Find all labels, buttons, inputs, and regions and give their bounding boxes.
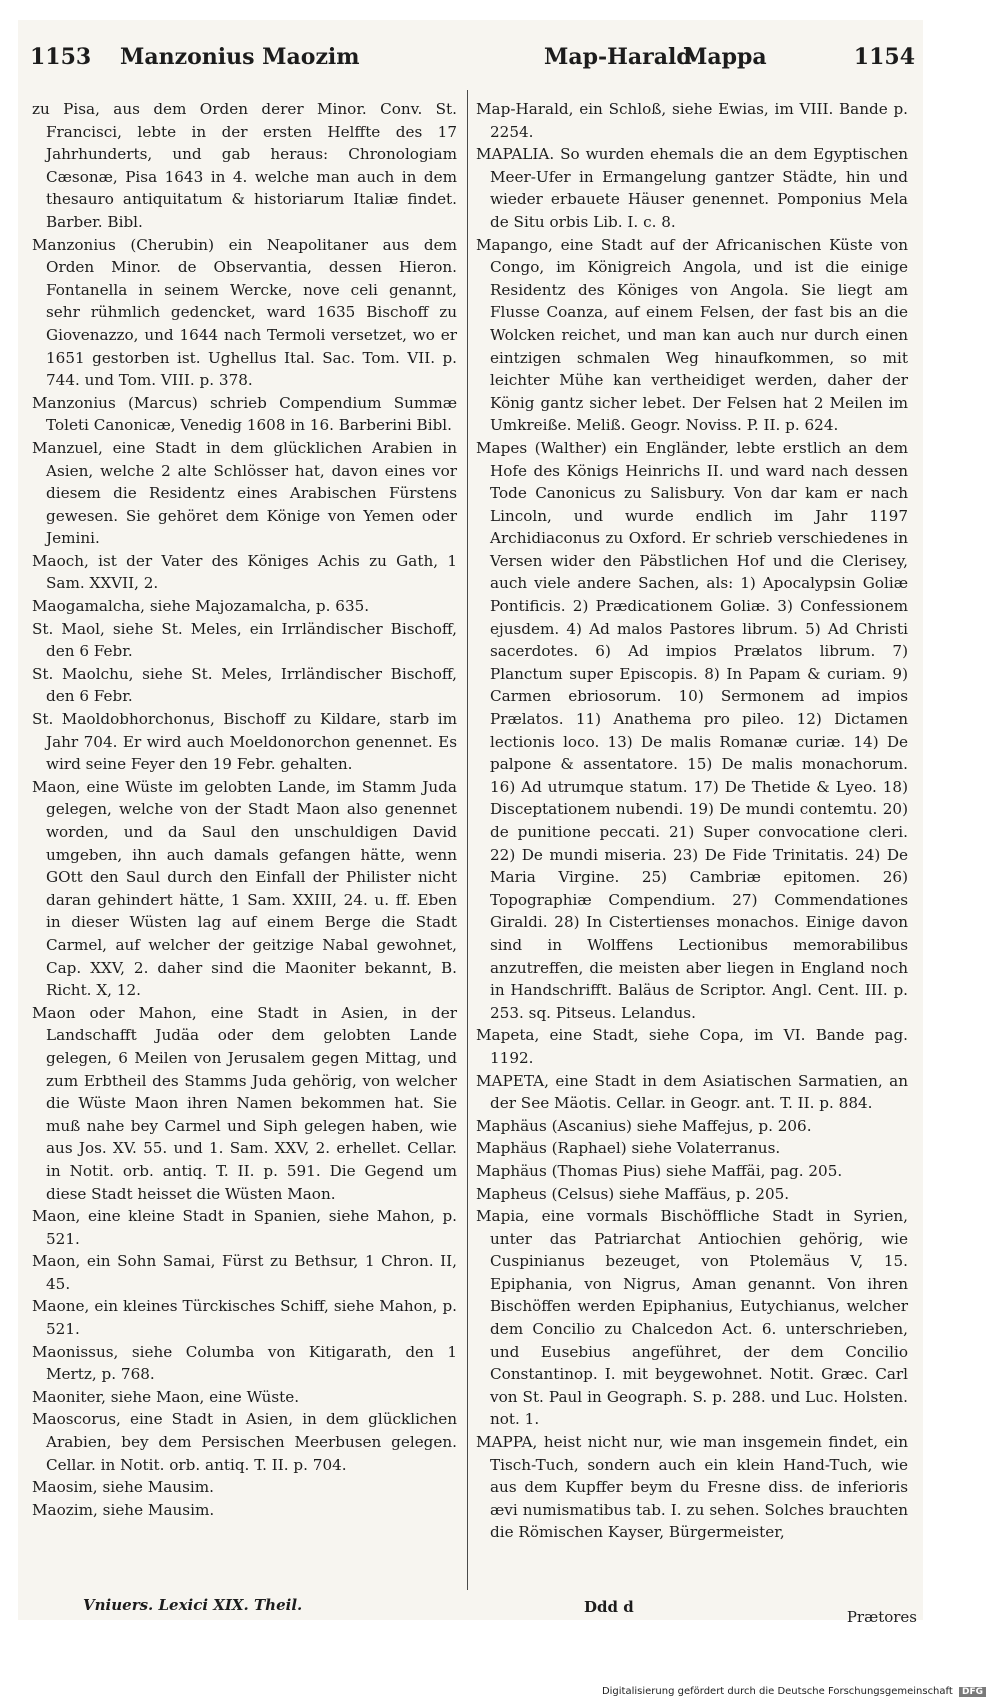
entry: MAPETA, eine Stadt in dem Asiatischen Sarmatien, an der See Mäotis. Cellar. in Geogr. ant. T. II. p. 884. bbox=[476, 1071, 908, 1113]
entry: Maonissus, siehe Columba von Kitigarath, den 1 Mertz, p. 768. bbox=[32, 1342, 457, 1384]
entry: MAPALIA. So wurden ehemals die an dem Egyptischen Meer-Ufer in Ermangelung gantzer Städte, hin und wieder erbauete Häuser genennet. Pomponius Mela de Situ orbis Lib. I. c. 8. bbox=[476, 145, 908, 231]
entry: Mapango, eine Stadt auf der Africanischen Küste von Congo, im Königreich Angola, und ist die einige Residentz des Königes von Angola. Sie liegt am Flusse Coanza, auf einem Felsen, der fast bis an die Wolcken reichet, und man kan auch nur durch einen eintzigen schmalen Weg hinaufkommen, so mit leichter Mühe kan vertheidiget werden, daher der König gantz sicher lebet. Der Felsen hat 2 Meilen im Umkreiße. Meliß. Geogr. Noviss. P. II. p. 624. bbox=[476, 235, 908, 435]
entry: Maphäus (Raphael) siehe Volaterranus. bbox=[476, 1139, 781, 1158]
entry: Mapeta, eine Stadt, siehe Copa, im VI. Bande pag. 1192. bbox=[476, 1026, 908, 1067]
entry: Maon oder Mahon, eine Stadt in Asien, in der Landschafft Judäa oder dem gelobten Lande gelegen, 6 Meilen von Jerusalem gegen Mittag, und zum Erbtheil des Stamms Juda gehörig, von welcher die Wüste Maon ihren Namen bekommen hat. Sie muß nahe bey Carmel und Siph gelegen haben, wie aus Jos. XV. 55. und 1. Sam. XXV, 2. erhellet. Cellar. in Notit. orb. antiq. T. II. p. 591. Die Gegend um diese Stadt heisset die Wüsten Maon. bbox=[32, 1003, 457, 1203]
entry: Map-Harald, ein Schloß, siehe Ewias, im VIII. Bande p. 2254. bbox=[476, 100, 908, 141]
digitization-note bbox=[602, 1686, 986, 1697]
volume-note: Vniuers. Lexici XIX. Theil. bbox=[83, 1596, 303, 1614]
left-column bbox=[32, 98, 457, 1521]
signature-mark: Ddd d bbox=[584, 1598, 634, 1616]
entry: Maoniter, siehe Maon, eine Wüste. bbox=[32, 1387, 300, 1406]
entry: Manzonius (Cherubin) ein Neapolitaner aus dem Orden Minor. de Observantia, dessen Hieron. Fontanella in seinem Wercke, nove celi genannt, sehr rühmlich gedencket, ward 1635 Bischoff zu Giovenazzo, und 1644 nach Termoli versetzet, wo er 1651 gestorben ist. Ughellus Ital. Sac. Tom. VII. p. 744. und Tom. VIII. p. 378. bbox=[32, 235, 457, 390]
entry: zu Pisa, aus dem Orden derer Minor. Conv. St. Francisci, lebte in der ersten Helffte des 17 Jahrhunderts, und gab heraus: Chronologiam Cæsonæ, Pisa 1643 in 4. welche man auch in dem thesauro antiquitatum & historiarum Italiæ findet. Barber. Bibl. bbox=[32, 100, 457, 231]
page-header bbox=[28, 44, 923, 84]
entry: Maon, eine Wüste im gelobten Lande, im Stamm Juda gelegen, welche von der Stadt Maon also genennet worden, und da Saul den unschuldigen David umgeben, ihn auch damals gefangen hätte, wenn GOtt den Saul durch den Einfall der Philister nicht daran gehindert hätte, 1 Sam. XXIII, 24. u. ff. Eben in dieser Wüsten lag auf einem Berge die Stadt Carmel, auf welcher der geitzige Nabal gewohnet, Cap. XXV, 2. daher sind die Maoniter bekannt, B. Richt. X, 12. bbox=[32, 777, 457, 1000]
entry: St. Maol, siehe St. Meles, ein Irrländischer Bischoff, den 6 Febr. bbox=[32, 619, 457, 661]
entry: St. Maoldobhorchonus, Bischoff zu Kildare, starb im Jahr 704. Er wird auch Moeldonorchon genennet. Es wird seine Feyer den 19 Febr. gehalten. bbox=[32, 710, 457, 774]
page-number-left: 1153 bbox=[30, 44, 92, 70]
entry: Maoscorus, eine Stadt in Asien, in dem glücklichen Arabien, bey dem Persischen Meerbusen gelegen. Cellar. in Notit. orb. antiq. T. II. p. 704. bbox=[32, 1410, 457, 1474]
entry: Maphäus (Thomas Pius) siehe Maffäi, pag. 205. bbox=[476, 1161, 843, 1180]
entry: Maoch, ist der Vater des Königes Achis zu Gath, 1 Sam. XXVII, 2. bbox=[32, 551, 457, 593]
entry: Maon, eine kleine Stadt in Spanien, siehe Mahon, p. 521. bbox=[32, 1207, 457, 1248]
catchword: Prætores bbox=[846, 1608, 917, 1626]
entry: Manzonius (Marcus) schrieb Compendium Summæ Toleti Canonicæ, Venedig 1608 in 16. Barberini Bibl. bbox=[32, 393, 457, 435]
dfg-badge: DFG bbox=[959, 1687, 986, 1697]
entry: Maphäus (Ascanius) siehe Maffejus, p. 206. bbox=[476, 1116, 812, 1135]
entry: Maone, ein kleines Türckisches Schiff, siehe Mahon, p. 521. bbox=[32, 1297, 457, 1339]
entry: Mapia, eine vormals Bischöffliche Stadt in Syrien, unter das Patriarchat Antiochien gehörig, wie Cuspinianus bezeuget, von Ptolemäus V, 15. Epiphania, von Nigrus, Aman genannt. Von ihren Bischöffen werden Epiphanius, Eutychianus, welcher dem Concilio zu Chalcedon Act. 6. unterschrieben, und Eusebius angeführet, der dem Concilio Constantinop. I. mit beygewohnet. Notit. Græc. Carl von St. Paul in Geograph. S. p. 288. und Luc. Holsten. not. 1. bbox=[476, 1207, 908, 1429]
guide-words-left: Manzonius Maozim bbox=[120, 44, 360, 70]
entry: Maozim, siehe Mausim. bbox=[32, 1500, 215, 1519]
scanned-page bbox=[18, 20, 923, 1626]
entry: St. Maolchu, siehe St. Meles, Irrländischer Bischoff, den 6 Febr. bbox=[32, 664, 457, 706]
entry: Maogamalcha, siehe Majozamalcha, p. 635. bbox=[32, 597, 370, 616]
guide-words-right: Map-Harald bbox=[544, 44, 692, 70]
guide-words-right-2: Mappa bbox=[683, 44, 767, 70]
entry: Mapes (Walther) ein Engländer, lebte erstlich an dem Hofe des Königs Heinrichs II. und ward nach dessen Tode Canonicus zu Salisbury. Von dar kam er nach Lincoln, und wurde endlich im Jahr 1197 Archidiaconus zu Oxford. Er schrieb verschiedenes in Versen wider den Päbstlichen Hof und die Clerisey, auch viele andere Sachen, als: 1) Apocalypsin Goliæ Pontificis. 2) Prædicationem Goliæ. 3) Confessionem ejusdem. 4) Ad malos Pastores librum. 5) Ad Christi sacerdotes. 6) Ad impios Prælatos librum. 7) Planctum super Episcopis. 8) In Papam & curiam. 9) Carmen ebriosorum. 10) Sermonem ad impios Prælatos. 11) Anathema pro pileo. 12) Dictamen lectionis loco. 13) De malis Romanæ curiæ. 14) De palpone & assentatore. 15) De malis monachorum. 16) Ad utrumque statum. 17) De Thetide & Lyeo. 18) Disceptationem nubendi. 19) De mundi contemtu. 20) de punitione peccati. 21) Super convocatione cleri. 22) De mundi miseria. 23) De Fide Trinitatis. 24) De Maria Virgine. 25) Cambriæ epitomen. 26) Topographiæ Compendium. 27) Commendationes Giraldi. 28) In Cistertienses monachos. Einige davon sind in Wolffens Lectionibus memorabilibus anzutreffen, die meisten aber liegen in England noch in Handschrifft. Baläus de Scriptor. Angl. Cent. III. p. 253. sq. Pitseus. Lelandus. bbox=[476, 438, 908, 1022]
entry: Maosim, siehe Mausim. bbox=[32, 1478, 214, 1497]
page-number-right: 1154 bbox=[853, 44, 915, 70]
entry: Maon, ein Sohn Samai, Fürst zu Bethsur, 1 Chron. II, 45. bbox=[32, 1252, 457, 1293]
entry: Mapheus (Celsus) siehe Maffäus, p. 205. bbox=[476, 1184, 790, 1203]
digitization-text: Digitalisierung gefördert durch die Deutsche Forschungsgemeinschaft bbox=[601, 1686, 953, 1697]
entry: Manzuel, eine Stadt in dem glücklichen Arabien in Asien, welche 2 alte Schlösser hat, davon eines vor diesem die Residentz eines Arabischen Fürstens gewesen. Sie gehöret dem Könige von Yemen oder Jemini. bbox=[32, 438, 457, 548]
right-column bbox=[476, 98, 908, 1544]
column-divider bbox=[467, 90, 468, 1590]
entry: MAPPA, heist nicht nur, wie man insgemein findet, ein Tisch-Tuch, sondern auch ein klein Hand-Tuch, wie aus dem Kupffer beym du Fresne diss. de inferioris ævi numismatibus tab. I. zu sehen. Solches brauchten die Römischen Kayser, Bürgermeister, bbox=[476, 1433, 908, 1542]
